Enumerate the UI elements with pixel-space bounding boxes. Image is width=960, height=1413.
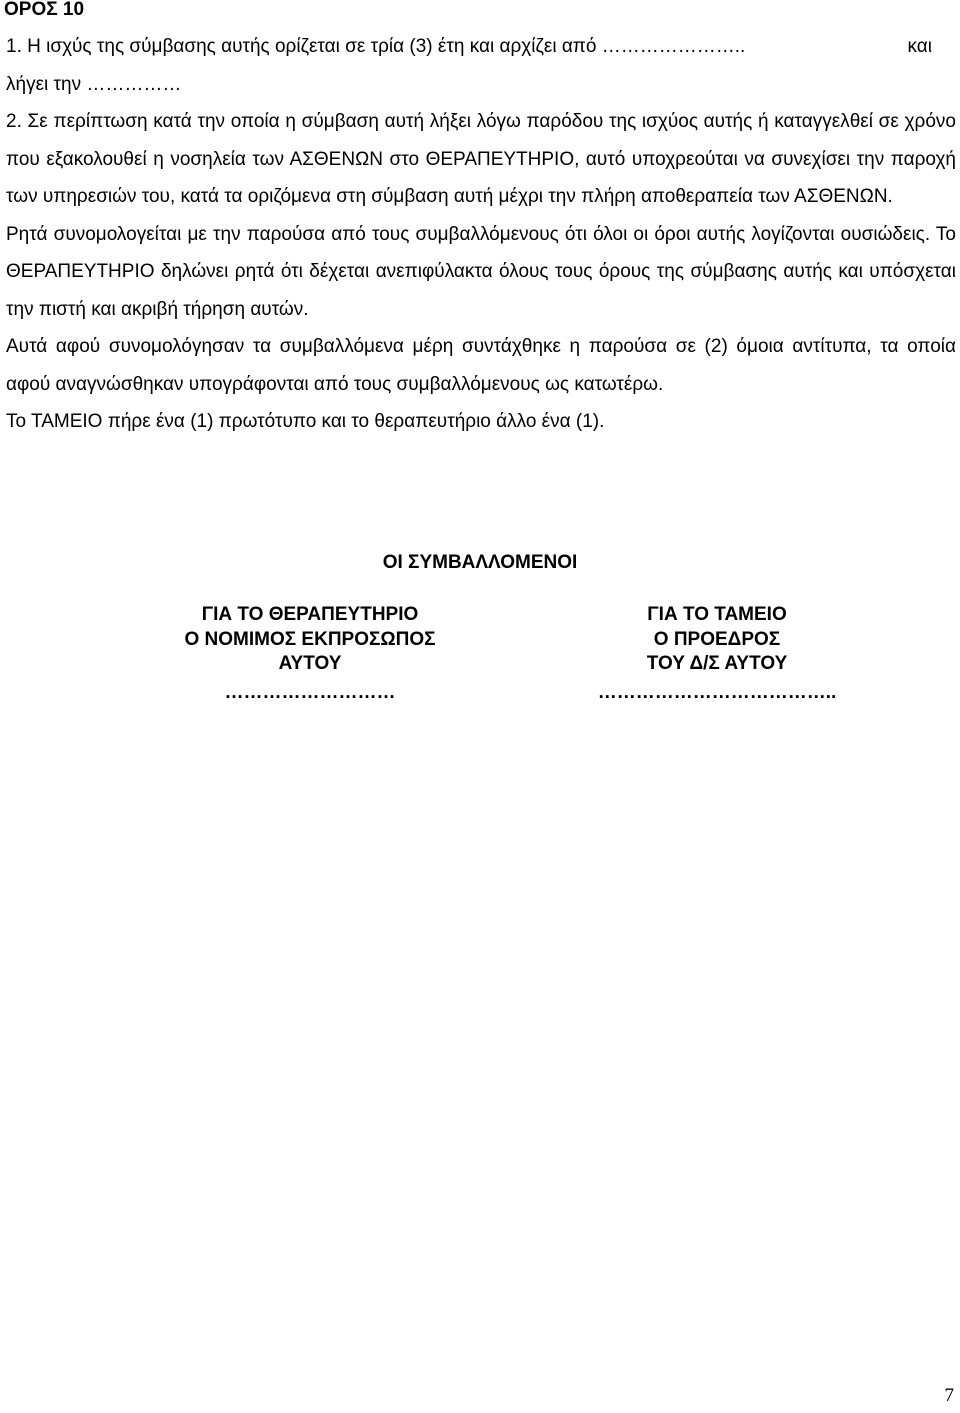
signature-left-line-3: ΑΥΤΟΥ [278,653,342,674]
article-heading: ΟΡΟΣ 10 [4,0,85,20]
signature-left-dots: ……………………… [224,681,396,703]
page-number: 7 [944,1385,954,1406]
signature-left-line-1: ΓΙΑ ΤΟ ΘΕΡΑΠΕΥΤΗΡΙΟ [201,604,419,625]
paragraph-1-text: 1. Η ισχύς της σύμβασης αυτής ορίζεται σε τρία (3) έτη και αρχίζει από ………………….. [6,36,746,57]
paragraph-5: Το ΤΑΜΕΙΟ πήρε ένα (1) πρωτότυπο και το θεραπευτήριο άλλο ένα (1). [6,411,605,432]
signatures-title: ΟΙ ΣΥΜΒΑΛΛΟΜΕΝΟΙ [382,552,578,573]
signature-left-line-2: Ο ΝΟΜΙΜΟΣ ΕΚΠΡΟΣΩΠΟΣ [184,628,436,650]
paragraph-1-line-2: λήγει την …………… [6,73,182,95]
paragraph-4: Αυτά αφού συνομολόγησαν τα συμβαλλόμενα μέρη συντάχθηκε η παρούσα σε (2) όμοια αντίτυπα, τα οποία αφού αναγνώσθηκαν υπογράφονται από τους συμβαλλόμενους ως κατωτέρω. [6,336,956,395]
paragraph-2: 2. Σε περίπτωση κατά την οποία η σύμβαση αυτή λήξει λόγω παρόδου της ισχύος αυτής ή καταγγελθεί σε χρόνο που εξακολουθεί η νοσηλεία των ΑΣΘΕΝΩΝ στο ΘΕΡΑΠΕΥΤΗΡΙΟ, αυτό υποχρεούται να συνεχίσει την παροχή των υπηρεσιών του, κατά τα οριζόμενα στη σύμβαση αυτή μέχρι την πλήρη αποθεραπεία των ΑΣΘΕΝΩΝ. [6,111,956,207]
paragraph-3: Ρητά συνομολογείται με την παρούσα από τους συμβαλλόμενους ότι όλοι οι όροι αυτής λογίζονται ουσιώδεις. Το ΘΕΡΑΠΕΥΤΗΡΙΟ δηλώνει ρητά ότι δέχεται ανεπιφύλακτα όλους τους όρους της σύμβασης αυτής και υπόσχεται την πιστή και ακριβή τήρηση αυτών. [6,223,956,320]
signature-right-line-3: ΤΟΥ Δ/Σ ΑΥΤΟΥ [646,653,788,674]
article-body [6,28,956,441]
signature-right-line-1: ΓΙΑ ΤΟ ΤΑΜΕΙΟ [647,604,787,625]
signature-block-therapy-center [110,603,510,705]
paragraph-1-tail: και [907,36,932,57]
paragraph-1-line-1 [6,28,956,66]
signature-right-line-2: Ο ΠΡΟΕΔΡΟΣ [653,628,781,650]
signature-block-fund [512,603,922,705]
signature-right-dots: ……………………………….. [597,681,837,703]
